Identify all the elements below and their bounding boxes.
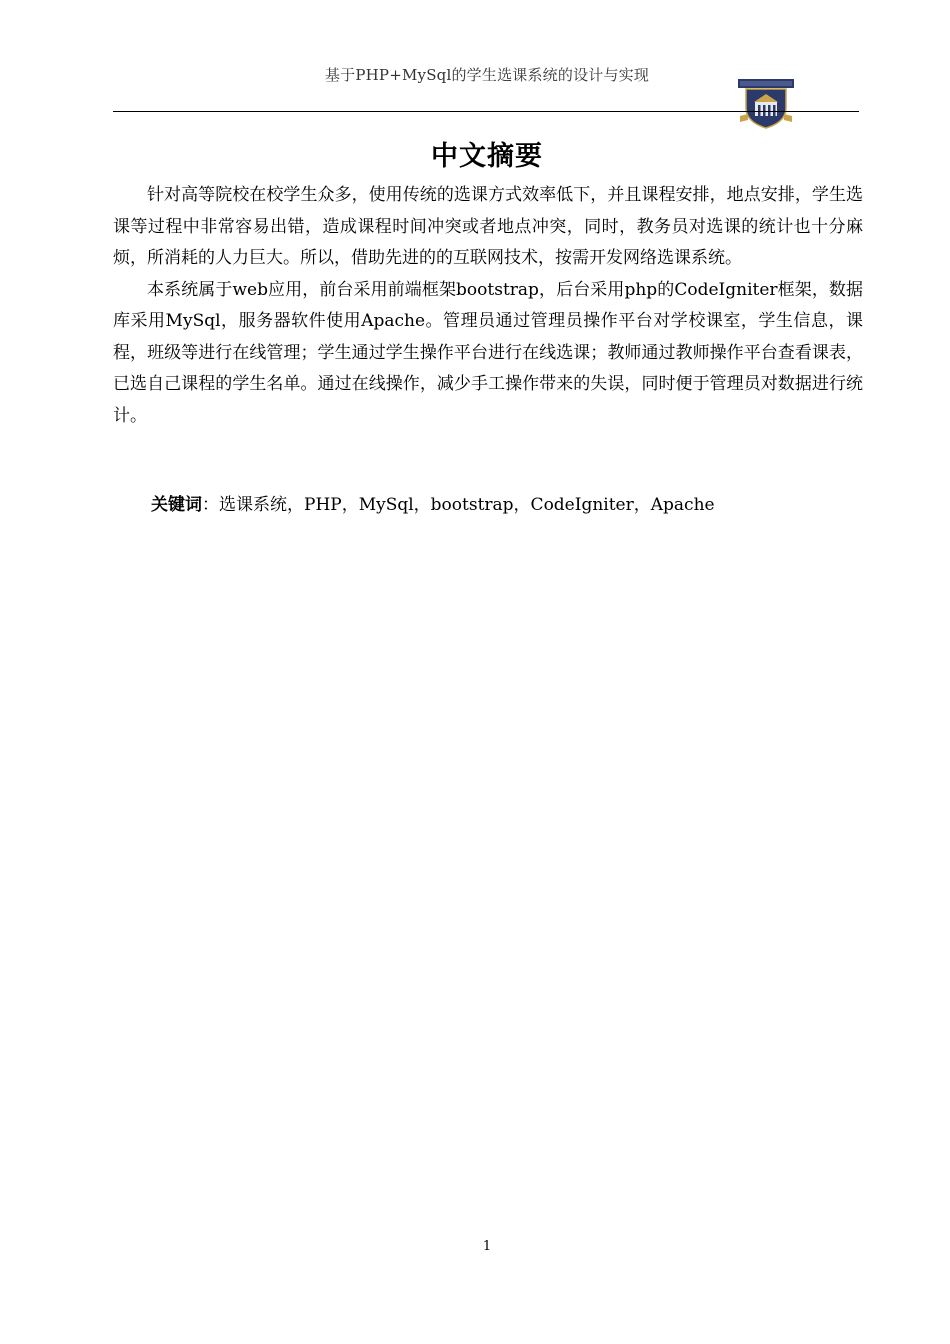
keywords-separator: ： <box>202 495 219 515</box>
running-header-title: 基于PHP+MySql的学生选课系统的设计与实现 <box>324 66 650 84</box>
keywords-value: 选课系统，PHP，MySql，bootstrap，CodeIgniter，Apache <box>219 495 715 515</box>
page-number: 1 <box>482 1239 492 1254</box>
abstract-body <box>113 180 863 432</box>
abstract-paragraph-1: 针对高等院校在校学生众多，使用传统的选课方式效率低下，并且课程安排，地点安排，学生选课等过程中非常容易出错，造成课程时间冲突或者地点冲突，同时，教务员对选课的统计也十分麻烦，所消耗的人力巨大。所以，借助先进的的互联网技术，按需开发网络选课系统。 <box>113 185 863 268</box>
keywords-line <box>151 490 715 521</box>
keywords-label: 关键词 <box>151 495 202 515</box>
page-title: 中文摘要 <box>431 141 543 172</box>
university-crest-icon <box>734 76 798 130</box>
abstract-paragraph-2: 本系统属于web应用，前台采用前端框架bootstrap，后台采用php的CodeIgniter框架，数据库采用MySql，服务器软件使用Apache。管理员通过管理员操作平台对学校课室，学生信息，课程，班级等进行在线管理；学生通过学生操作平台进行在线选课；教师通过教师操作平台查看课表，已选自己课程的学生名单。通过在线操作，减少手工操作带来的失误，同时便于管理员对数据进行统计。 <box>113 279 863 426</box>
header-rule <box>113 111 859 112</box>
